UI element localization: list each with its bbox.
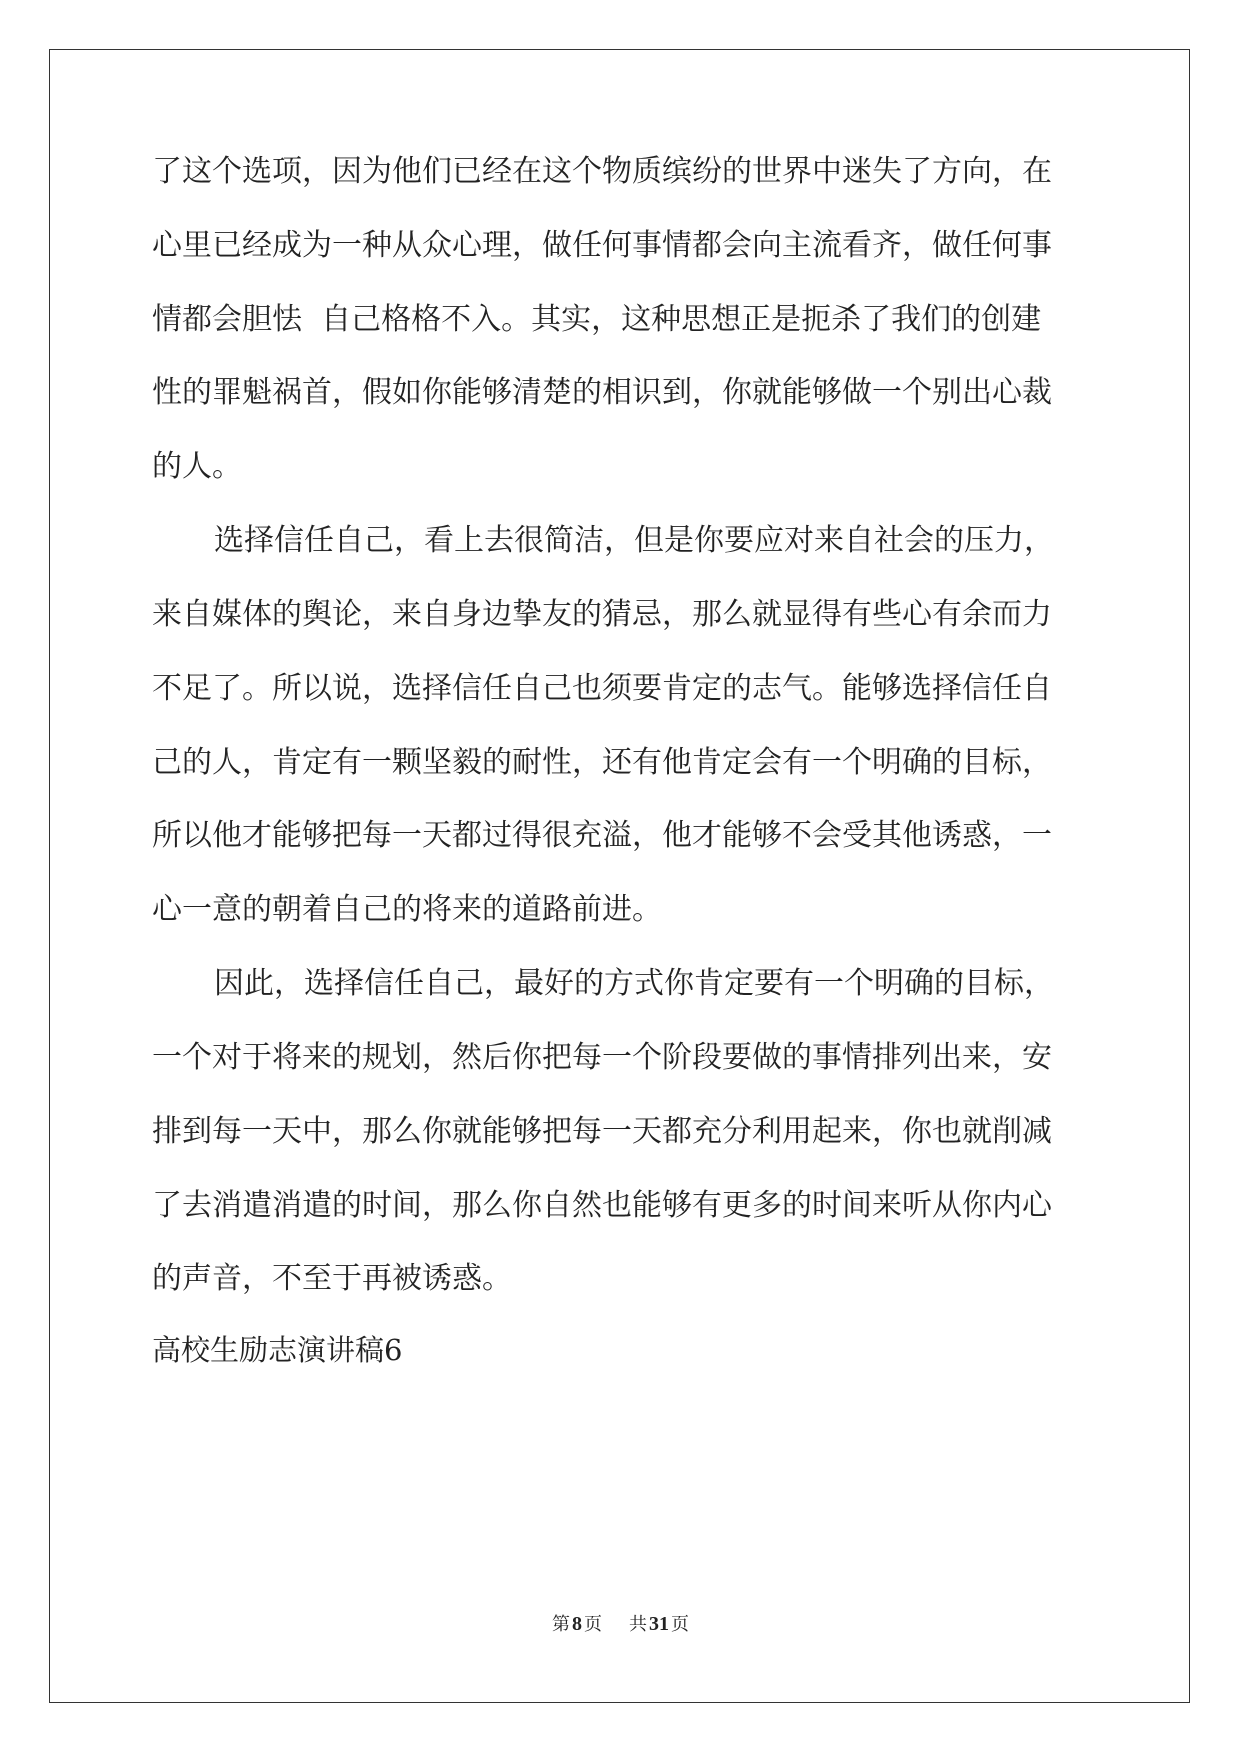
text-line: 因此，选择信任自己，最好的方式你肯定要有一个明确的目标， xyxy=(214,966,1054,1001)
page-footer xyxy=(0,1612,1241,1637)
footer-prefix: 第 xyxy=(552,1614,571,1635)
section-heading: 高校生励志演讲稿6 xyxy=(152,1333,403,1367)
text-line: 了这个选项，因为他们已经在这个物质缤纷的世界中迷失了方向，在 xyxy=(152,154,1052,189)
footer-page-suffix: 页 xyxy=(584,1614,603,1635)
text-line: 一个对于将来的规划，然后你把每一个阶段要做的事情排列出来，安 xyxy=(152,1040,1052,1075)
text-line: 心里已经成为一种从众心理，做任何事情都会向主流看齐，做任何事 xyxy=(152,228,1052,263)
text-line: 己的人，肯定有一颗坚毅的耐性，还有他肯定会有一个明确的目标， xyxy=(152,745,1052,780)
text-line: 来自媒体的舆论，来自身边挚友的猜忌，那么就显得有些心有余而力 xyxy=(152,597,1052,632)
text-line: 不足了。所以说，选择信任自己也须要肯定的志气。能够选择信任自 xyxy=(152,671,1052,706)
text-line: 情都会胆怯 自己格格不入。其实，这种思想正是扼杀了我们的创建 xyxy=(152,302,1042,337)
text-line: 选择信任自己，看上去很简洁，但是你要应对来自社会的压力， xyxy=(214,523,1054,558)
text-line: 的声音，不至于再被诱惑。 xyxy=(152,1261,512,1296)
current-page-number: 8 xyxy=(572,1613,583,1635)
text-line: 的人。 xyxy=(152,449,242,484)
text-line: 心一意的朝着自己的将来的道路前进。 xyxy=(152,892,662,927)
text-line: 了去消遣消遣的时间，那么你自然也能够有更多的时间来听从你内心 xyxy=(152,1188,1052,1223)
total-page-count: 31 xyxy=(648,1613,669,1635)
text-line: 排到每一天中，那么你就能够把每一天都充分利用起来，你也就削减 xyxy=(152,1114,1052,1149)
text-line: 性的罪魁祸首，假如你能够清楚的相识到，你就能够做一个别出心裁 xyxy=(152,375,1052,410)
page-frame xyxy=(49,49,1190,1703)
text-line: 所以他才能够把每一天都过得很充溢，他才能够不会受其他诱惑，一 xyxy=(152,818,1052,853)
footer-total-prefix: 共 xyxy=(628,1614,647,1635)
footer-total-suffix: 页 xyxy=(670,1614,689,1635)
